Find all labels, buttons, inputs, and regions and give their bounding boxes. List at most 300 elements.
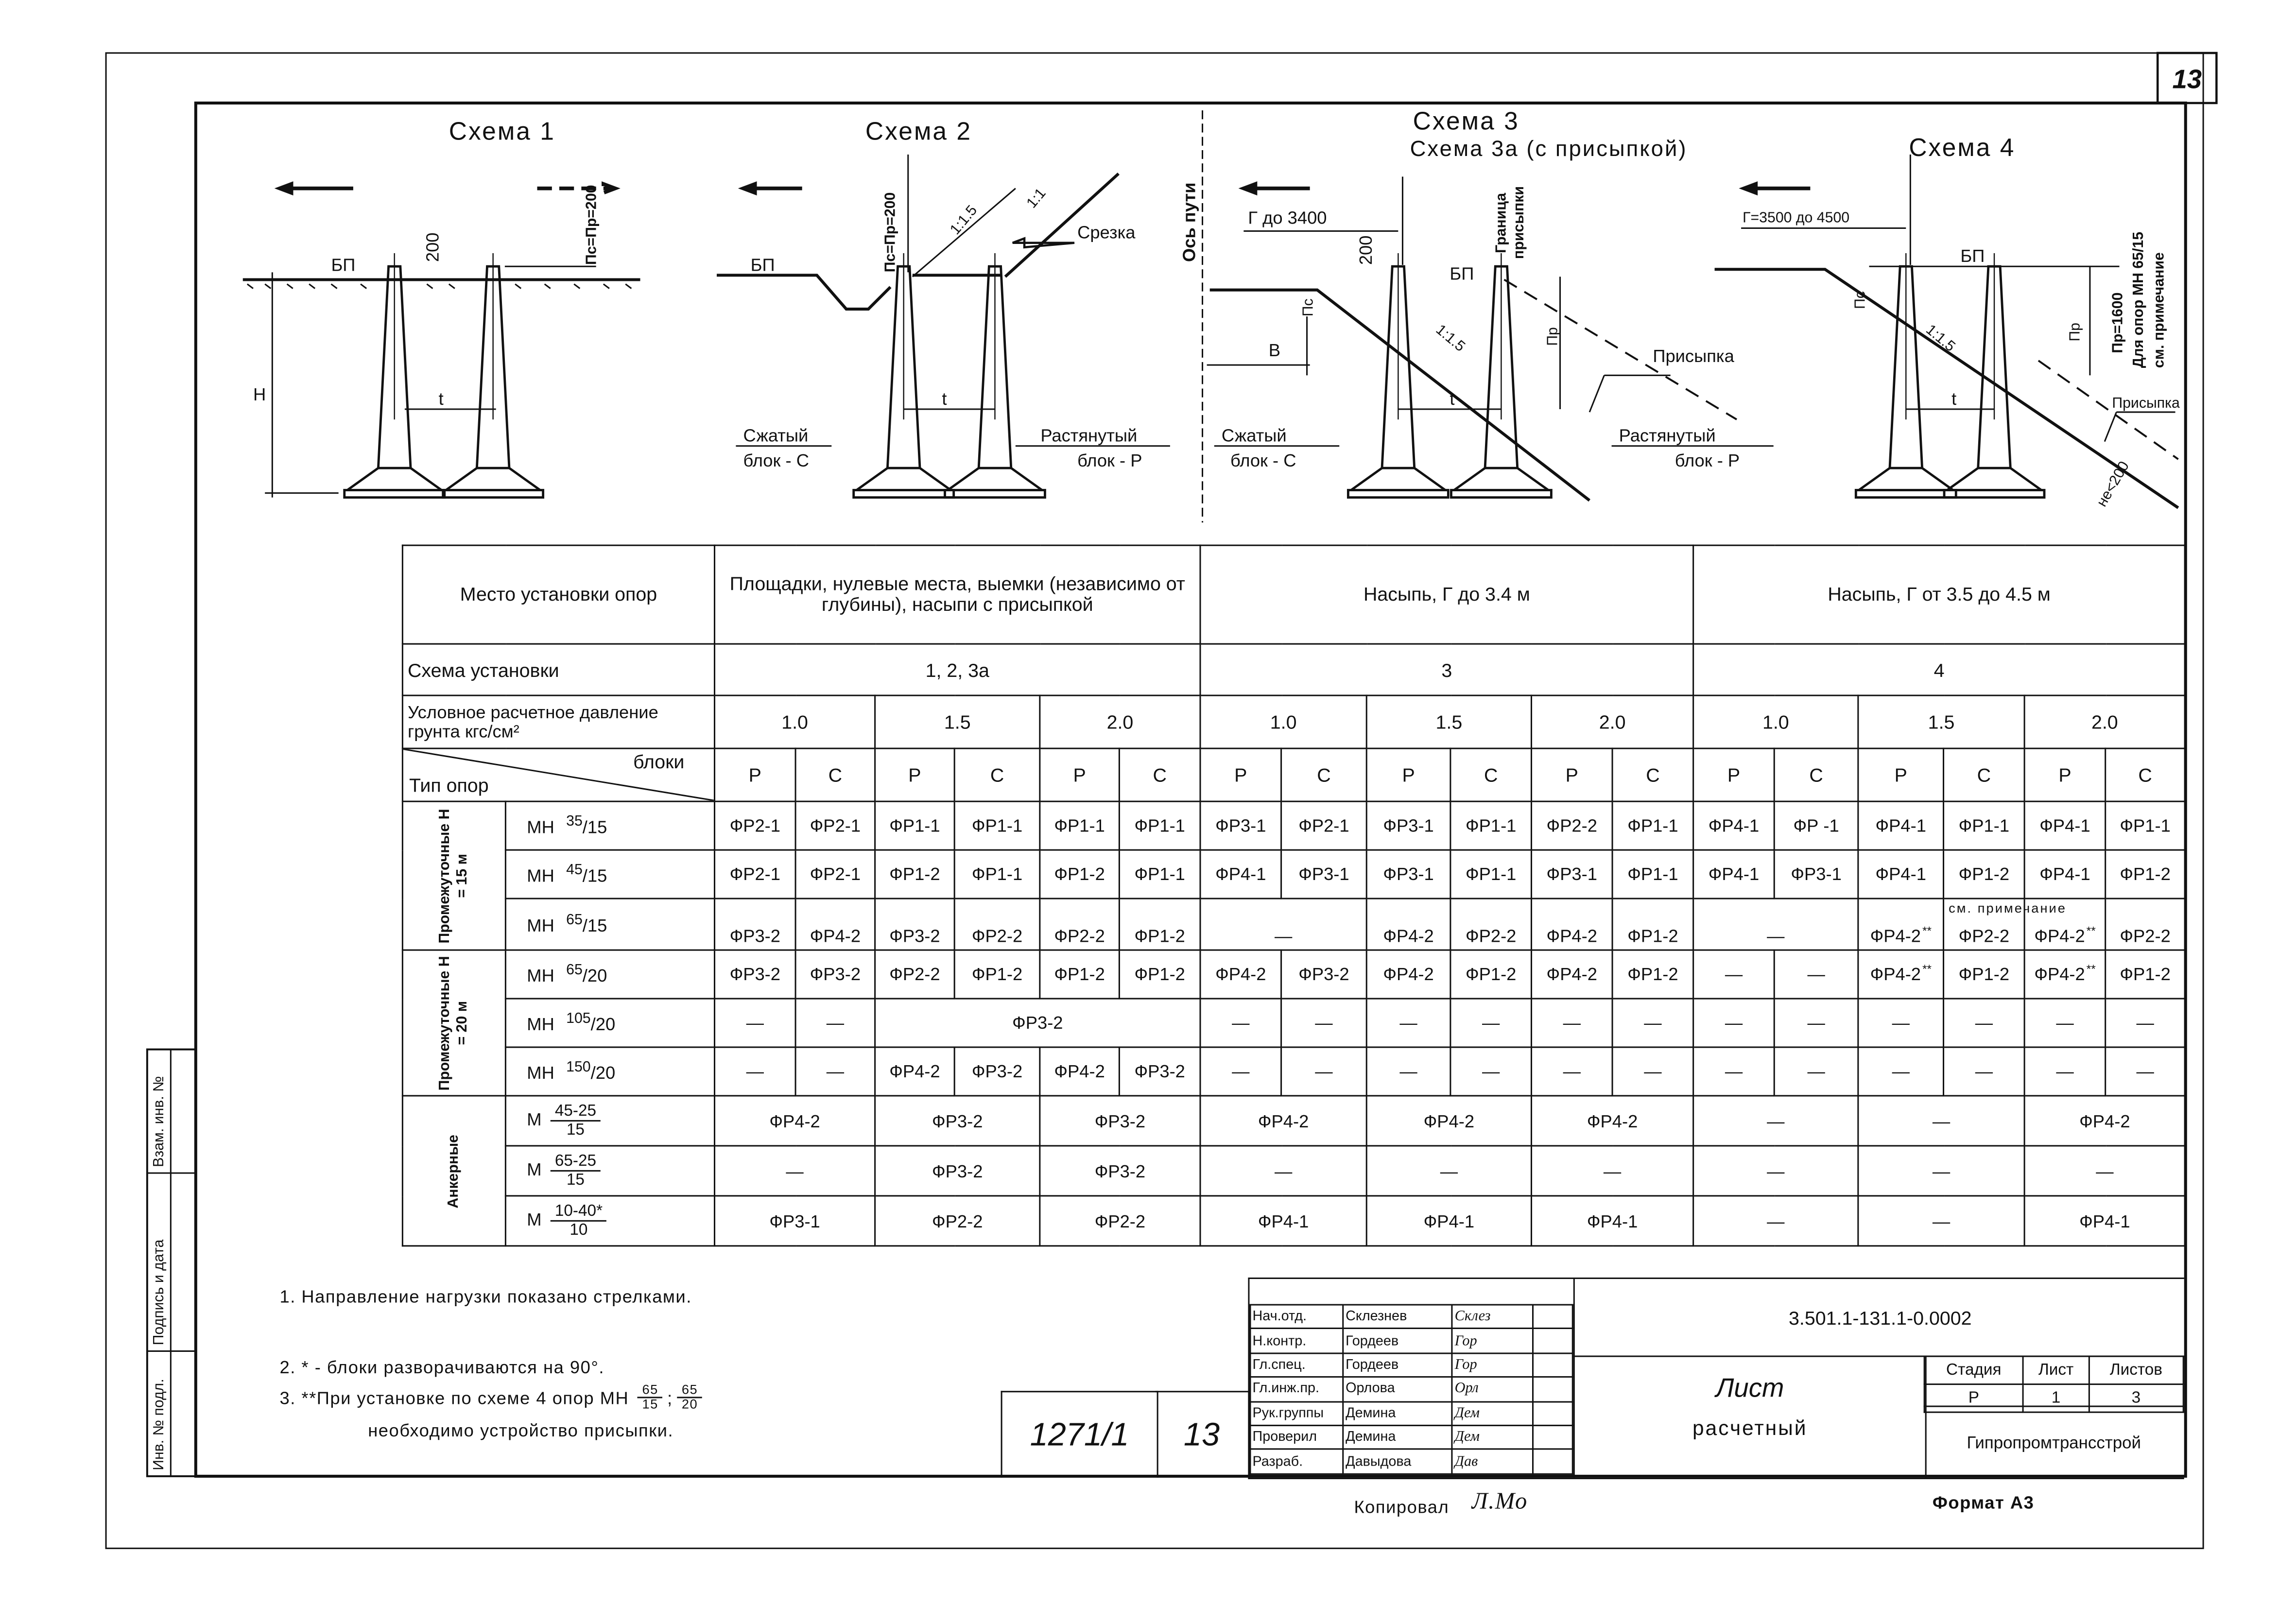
block-c-header: С — [1450, 748, 1532, 801]
foundation-block: ФР4-2 — [1587, 1110, 1638, 1131]
type-label: Тип опор — [409, 774, 489, 796]
pole-type-num: 150 — [566, 1059, 591, 1076]
role-cell: Проверил — [1250, 1425, 1344, 1450]
pole-type-den: 20 — [595, 1014, 616, 1035]
signature-row — [1250, 1353, 1572, 1377]
slope-label: 1:1.5 — [1433, 321, 1468, 355]
pole-type-prefix: МН — [527, 1062, 554, 1084]
foundation-block: ФР1-1 — [971, 864, 1023, 885]
pole-type-prefix: МН — [527, 865, 554, 886]
foundation-block: — — [1767, 1160, 1785, 1181]
pole-type-num: 65 — [566, 912, 583, 929]
foundation-block: ФР2-1 — [1298, 815, 1349, 836]
foundation-block: ФР1-2 — [1054, 864, 1105, 885]
pole-type-prefix: МН — [527, 816, 554, 838]
pole-type-den: 15 — [587, 816, 607, 838]
scheme-value: 1, 2, 3а — [715, 644, 1201, 695]
pole-type — [505, 899, 714, 950]
section-label-text: Анкерные — [445, 1134, 462, 1208]
foundation-block: — — [2056, 1012, 2074, 1034]
foundation-block: ФР4-1 — [1708, 815, 1760, 836]
pole-drawings — [345, 253, 2044, 498]
block-p-header: Р — [1693, 748, 1775, 801]
backfill-border-label: присыпки — [1510, 186, 1527, 259]
stage-label: Стадия — [1924, 1356, 2023, 1384]
foundation-block: ФР2-2 — [889, 964, 940, 985]
foundation-block: ФР4-2 — [769, 1110, 820, 1131]
foundation-block: ФР4-1 — [2039, 815, 2090, 836]
foundation-cell — [1858, 950, 1944, 999]
foundation-block: ФР3-1 — [1215, 815, 1266, 836]
foundation-block: — — [1440, 1160, 1458, 1181]
foundation-cell — [1200, 950, 1281, 999]
foundation-block: ФР1-2 — [1958, 964, 2010, 985]
foundation-cell — [1532, 899, 1613, 950]
stamp-signature-date: Подпись и дата — [151, 1239, 167, 1346]
signature-cell: Гор — [1452, 1353, 1532, 1377]
organization: Гипропромтрансстрой — [1924, 1406, 2184, 1479]
signature-row — [1250, 1450, 1572, 1474]
block-c-header: С — [954, 748, 1040, 801]
empty-cell — [1200, 999, 1281, 1047]
table-row — [402, 999, 2185, 1047]
bp-label: БП — [750, 255, 775, 275]
pole-type-den: 20 — [595, 1062, 616, 1084]
section-label — [402, 950, 505, 1096]
copied-signature: Л.Мо — [1471, 1489, 1528, 1515]
foundation-block: ФР4-1 — [2039, 864, 2090, 885]
foundation-block: ФР4-2 — [1546, 964, 1598, 985]
foundation-block: ФР4-2 — [2034, 926, 2085, 947]
table-row — [402, 1196, 2185, 1246]
foundation-cell — [1119, 899, 1200, 950]
pressure-value: 1.5 — [1858, 695, 2024, 748]
dim-pr-1600: Пр=1600 — [2109, 292, 2126, 353]
foundation-block: ФР2-2 — [1465, 926, 1517, 947]
archive-number: 1271/1 — [1001, 1391, 1158, 1478]
min-distance-label: не<200 — [2093, 458, 2133, 510]
foundation-block: ФР1-1 — [1134, 864, 1185, 885]
pole-type-prefix: МН — [527, 915, 554, 936]
empty-cell — [715, 999, 796, 1047]
pole-type — [505, 999, 714, 1047]
dim-pc-pr: Пс=Пр=200 — [583, 185, 600, 265]
pressure-value: 1.0 — [1693, 695, 1858, 748]
date-cell — [1532, 1305, 1572, 1329]
pressure-value: 2.0 — [2024, 695, 2185, 748]
bp-label: БП — [331, 255, 356, 275]
foundation-block: ФР1-1 — [2120, 815, 2171, 836]
empty-cell — [1366, 1146, 1531, 1196]
foundation-cell — [1450, 850, 1532, 899]
foundation-block: — — [1725, 1012, 1743, 1034]
empty-cell — [2024, 1146, 2185, 1196]
stamp-replace-inv: Взам. инв. № — [151, 1076, 167, 1167]
foundation-cell — [1612, 850, 1693, 899]
sheet-value: 1 — [2023, 1384, 2089, 1413]
empty-cell — [1532, 1146, 1693, 1196]
foundation-block: ФР4-2 — [1870, 926, 1921, 947]
foundation-block: ФР1-2 — [1054, 964, 1105, 985]
dim-pr: Пр — [1544, 327, 1561, 346]
foundation-cell — [1774, 801, 1858, 850]
foundation-block: — — [1807, 964, 1825, 985]
foundation-block: ФР2-2 — [2120, 926, 2171, 947]
foundation-cell — [1858, 899, 1944, 950]
foundation-cell — [875, 899, 955, 950]
dim-200: 200 — [1355, 235, 1376, 265]
foundation-block: ФР3-1 — [769, 1210, 820, 1231]
scheme-2-title: Схема 2 — [865, 117, 972, 145]
scheme-4 — [1715, 155, 2178, 508]
foundation-cell — [1858, 850, 1944, 899]
slash: / — [590, 1014, 596, 1035]
foundation-block: ФР2-2 — [1094, 1210, 1146, 1231]
dim-pc: Пс — [1852, 291, 1868, 310]
foundation-cell — [1200, 1096, 1366, 1146]
foundation-block: ФР4-2 — [889, 1061, 940, 1082]
pole-type-den: 15 — [587, 915, 607, 936]
group-header: Площадки, нулевые места, выемки (независимо от глубины), насыпи с присыпкой — [715, 545, 1201, 644]
scheme-3a-title: Схема 3а (с присыпкой) — [1410, 136, 1688, 161]
signature-cell: Дав — [1452, 1450, 1532, 1474]
empty-cell — [2106, 1047, 2185, 1096]
empty-cell — [1774, 1047, 1858, 1096]
pressure-value: 2.0 — [1040, 695, 1200, 748]
group-header: Насыпь, Г до 3.4 м — [1200, 545, 1693, 644]
foundation-block: — — [826, 1061, 845, 1082]
empty-cell — [2106, 999, 2185, 1047]
foundation-cell — [1366, 950, 1450, 999]
pole-type-num: 45-25 — [551, 1103, 601, 1122]
foundation-block: ФР1-1 — [971, 815, 1023, 836]
role-cell: Рук.группы — [1250, 1401, 1344, 1426]
signature-cell: Дем — [1452, 1401, 1532, 1426]
foundation-selection-table — [402, 545, 2186, 1247]
pole-type-fraction — [551, 1153, 601, 1190]
role-cell: Разраб. — [1250, 1450, 1344, 1474]
foundation-cell — [1119, 1047, 1200, 1096]
pressure-value: 1.0 — [1200, 695, 1366, 748]
fraction-den: 20 — [681, 1397, 698, 1412]
sheets-label: Листов — [2089, 1356, 2184, 1384]
foundation-block: — — [786, 1160, 804, 1181]
empty-cell — [1858, 1096, 2024, 1146]
sheet-label: Лист — [2023, 1356, 2089, 1384]
dim-pc: Пс — [1300, 298, 1316, 317]
pressure-value: 2.0 — [1532, 695, 1693, 748]
foundation-block: ФР2-1 — [810, 864, 861, 885]
foundation-cell — [715, 801, 796, 850]
slash: / — [582, 816, 587, 838]
empty-cell — [715, 1047, 796, 1096]
block-c-label: блок - С — [743, 450, 809, 471]
foundation-block: — — [1563, 1061, 1581, 1082]
foundation-block: ФР2-2 — [1054, 926, 1105, 947]
empty-cell — [1858, 1146, 2024, 1196]
note-3 — [279, 1383, 702, 1412]
empty-cell — [1693, 899, 1858, 950]
empty-cell — [1774, 999, 1858, 1047]
note-3-line-2: необходимо устройство присыпки. — [368, 1420, 674, 1441]
pole-type-num: 45 — [566, 862, 583, 879]
sheet-title-line-2: расчетный — [1692, 1416, 1808, 1440]
foundation-cell — [1774, 850, 1858, 899]
table-row — [402, 1096, 2185, 1146]
scheme-row-label: Схема установки — [402, 644, 714, 695]
foundation-block: ФР3-2 — [729, 964, 781, 985]
pole-type-prefix: М — [527, 1109, 542, 1130]
foundation-cell — [1693, 801, 1775, 850]
pole-type — [505, 1196, 714, 1246]
foundation-cell — [1944, 801, 2025, 850]
foundation-cell — [1532, 950, 1613, 999]
format-label: Формат А3 — [1932, 1492, 2035, 1513]
scheme-1-title: Схема 1 — [449, 117, 555, 145]
table-row — [402, 850, 2185, 899]
dim-t: t — [1951, 388, 1957, 409]
foundation-block: ФР1-2 — [1134, 926, 1185, 947]
foundation-block: — — [1232, 1061, 1250, 1082]
foundation-block: ФР4-1 — [2079, 1210, 2130, 1231]
foundation-block: ФР1-2 — [2120, 864, 2171, 885]
pole-type-num: 35 — [566, 813, 583, 830]
foundation-block: — — [1274, 926, 1293, 947]
foundation-block: ФР4-2 — [1383, 964, 1434, 985]
empty-cell — [1693, 999, 1775, 1047]
load-arrow-left-icon — [1243, 184, 1310, 193]
foundation-cell — [1281, 801, 1367, 850]
foundation-cell — [1040, 950, 1120, 999]
foundation-block: — — [1399, 1012, 1417, 1034]
block-p-label: блок - Р — [1077, 450, 1142, 471]
foundation-block: ФР4-2 — [1383, 926, 1434, 947]
foundation-cell — [795, 801, 875, 850]
tensile-label: Растянутый — [1619, 425, 1716, 446]
foundation-cell — [1119, 801, 1200, 850]
empty-cell — [1200, 899, 1366, 950]
footnote-mark: ** — [1922, 962, 1932, 976]
dim-pr: Пр — [2067, 323, 2083, 342]
foundation-block: ФР1-2 — [1958, 864, 2010, 885]
foundation-block: ФР2-1 — [729, 815, 781, 836]
see-note-overlay: см. примечание — [1949, 900, 2067, 916]
empty-cell — [1774, 950, 1858, 999]
foundation-block: ФР1-1 — [889, 815, 940, 836]
empty-cell — [1532, 1047, 1613, 1096]
foundation-cell — [715, 899, 796, 950]
foundation-block: — — [1932, 1210, 1951, 1231]
empty-cell — [1693, 1196, 1858, 1246]
foundation-block: ФР4-1 — [1875, 864, 1926, 885]
pole-type — [505, 850, 714, 899]
slash: / — [590, 1062, 596, 1084]
foundation-cell — [875, 801, 955, 850]
foundation-block: — — [1767, 1210, 1785, 1231]
foundation-cell — [715, 1096, 875, 1146]
backfill-border-label: Граница — [1493, 192, 1509, 253]
foundation-block: — — [1932, 1110, 1951, 1131]
pole-type-num: 65 — [566, 962, 583, 979]
stage-table — [1924, 1356, 2184, 1413]
foundation-cell — [954, 1047, 1040, 1096]
foundation-block: ФР3-1 — [1546, 864, 1598, 885]
foundation-cell — [2106, 850, 2185, 899]
foundation-block: ФР3-2 — [1094, 1110, 1146, 1131]
foundation-block: — — [1767, 1110, 1785, 1131]
bp-label: БП — [1450, 263, 1474, 284]
track-axis-label: Ось пути — [1179, 182, 1199, 262]
signature-row — [1250, 1329, 1572, 1353]
foundation-cell — [2024, 850, 2106, 899]
block-p-header: Р — [1200, 748, 1281, 801]
table-row — [402, 801, 2185, 850]
foundation-block: ФР4-2 — [1423, 1110, 1475, 1131]
stamp-inv-orig: Инв. № подл. — [151, 1379, 167, 1470]
foundation-block: — — [1725, 964, 1743, 985]
block-c-header: С — [1281, 748, 1367, 801]
foundation-block: ФР4-2 — [2079, 1110, 2130, 1131]
empty-cell — [1693, 1096, 1858, 1146]
role-cell: Гл.спец. — [1250, 1353, 1344, 1377]
foundation-block: — — [826, 1012, 845, 1034]
foundation-block: — — [1399, 1061, 1417, 1082]
foundation-cell — [1858, 801, 1944, 850]
foundation-block: ФР4-1 — [1215, 864, 1266, 885]
foundation-block: — — [1892, 1061, 1910, 1082]
ground-slope — [1715, 269, 2178, 508]
foundation-block: ФР2-1 — [810, 815, 861, 836]
date-cell — [1532, 1377, 1572, 1401]
foundation-block: — — [2136, 1012, 2154, 1034]
see-note: см. примечание — [2151, 252, 2167, 368]
section-label-text: Промежуточные Н = 15 м — [436, 808, 470, 943]
sheets-value: 3 — [2089, 1384, 2184, 1413]
note-1: 1. Направление нагрузки показано стрелками. — [279, 1286, 692, 1307]
foundation-block: ФР3-2 — [810, 964, 861, 985]
foundation-cell — [1200, 850, 1281, 899]
dim-t: t — [1450, 388, 1455, 409]
foundation-block: — — [1644, 1012, 1662, 1034]
signatures-table — [1249, 1304, 1573, 1475]
separator: ; — [667, 1387, 673, 1408]
foundation-block: ФР4-1 — [1875, 815, 1926, 836]
foundation-block: — — [1644, 1061, 1662, 1082]
foundation-cell — [715, 950, 796, 999]
date-cell — [1532, 1329, 1572, 1353]
foundation-cell — [1040, 801, 1120, 850]
table-row — [402, 1047, 2185, 1096]
footnote-mark: ** — [2086, 924, 2096, 938]
height-g-label: Г=3500 до 4500 — [1743, 209, 1850, 226]
foundation-block: ФР2-2 — [971, 926, 1023, 947]
block-p-header: Р — [875, 748, 955, 801]
note-2: 2. * - блоки разворачиваются на 90°. — [279, 1357, 605, 1378]
date-cell — [1532, 1450, 1572, 1474]
pole-type-den: 15 — [566, 1121, 585, 1140]
foundation-block: — — [1892, 1012, 1910, 1034]
name-cell: Демина — [1344, 1425, 1453, 1450]
block-p-header: Р — [1366, 748, 1450, 801]
foundation-block: — — [1725, 1061, 1743, 1082]
foundation-cell — [2106, 801, 2185, 850]
block-p-header: Р — [2024, 748, 2106, 801]
dim-t: t — [438, 388, 444, 409]
foundation-cell — [2024, 801, 2106, 850]
foundation-cell — [954, 950, 1040, 999]
date-cell — [1532, 1401, 1572, 1426]
signature-cell: Гор — [1452, 1329, 1532, 1353]
pole-type-num: 65-25 — [551, 1153, 601, 1172]
foundation-block: ФР3-2 — [1134, 1061, 1185, 1082]
foundation-cell — [1040, 1047, 1120, 1096]
slash: / — [582, 965, 587, 986]
load-arrow-left-icon — [1744, 184, 1810, 193]
foundation-block: ФР1-1 — [1627, 864, 1678, 885]
document-code: 3.501.1-131.1-0.0002 — [1573, 1279, 2186, 1357]
foundation-block: ФР4-2 — [810, 926, 861, 947]
empty-cell — [1200, 1146, 1366, 1196]
scheme-4-title: Схема 4 — [1909, 133, 2016, 162]
name-cell: Гордеев — [1344, 1353, 1453, 1377]
signature-row — [1250, 1425, 1572, 1450]
foundation-block: ФР1-2 — [2120, 964, 2171, 985]
foundation-cell — [795, 899, 875, 950]
foundation-cell — [875, 950, 955, 999]
dim-pc-pr: Пс=Пр=200 — [882, 192, 898, 273]
foundation-cell — [1366, 899, 1450, 950]
foundation-cell — [1200, 1196, 1366, 1246]
pole-type-prefix: МН — [527, 1014, 554, 1035]
foundation-cell — [1693, 850, 1775, 899]
name-cell: Демина — [1344, 1401, 1453, 1426]
foundation-block: ФР3-2 — [932, 1110, 983, 1131]
empty-cell — [1450, 1047, 1532, 1096]
pole-type-prefix: М — [527, 1209, 542, 1230]
empty-cell — [1944, 1047, 2025, 1096]
pole-type-num: 105 — [566, 1011, 591, 1028]
foundation-cell — [875, 1196, 1040, 1246]
foundation-cell — [875, 999, 1200, 1047]
slope-label: 1:1.5 — [947, 202, 981, 238]
for-poles-note: Для опор МН 65/15 — [2130, 231, 2146, 368]
empty-cell — [1366, 999, 1450, 1047]
empty-cell — [1858, 1047, 1944, 1096]
date-cell — [1532, 1353, 1572, 1377]
foundation-block: ФР4-2 — [2034, 964, 2085, 985]
footnote-mark: ** — [2086, 962, 2096, 976]
empty-cell — [1693, 1047, 1775, 1096]
foundation-block: ФР4-2 — [1258, 1110, 1309, 1131]
foundation-block: — — [1767, 926, 1785, 947]
pole-type-den: 15 — [566, 1171, 585, 1190]
foundation-block: — — [2056, 1061, 2074, 1082]
foundation-cell — [1119, 950, 1200, 999]
pole-type — [505, 1096, 714, 1146]
pressure-value: 1.5 — [1366, 695, 1531, 748]
pole-type — [505, 950, 714, 999]
foundation-block: — — [1975, 1012, 1993, 1034]
bp-label: БП — [1960, 246, 1985, 266]
pole-type-prefix: МН — [527, 965, 554, 986]
foundation-cell — [715, 1196, 875, 1246]
signature-row — [1250, 1377, 1572, 1401]
foundation-block: — — [1975, 1061, 1993, 1082]
pole-type-fraction — [551, 1203, 607, 1240]
tensile-label: Растянутый — [1040, 425, 1138, 446]
signature-cell: Дем — [1452, 1425, 1532, 1450]
fraction-den: 15 — [642, 1397, 658, 1412]
